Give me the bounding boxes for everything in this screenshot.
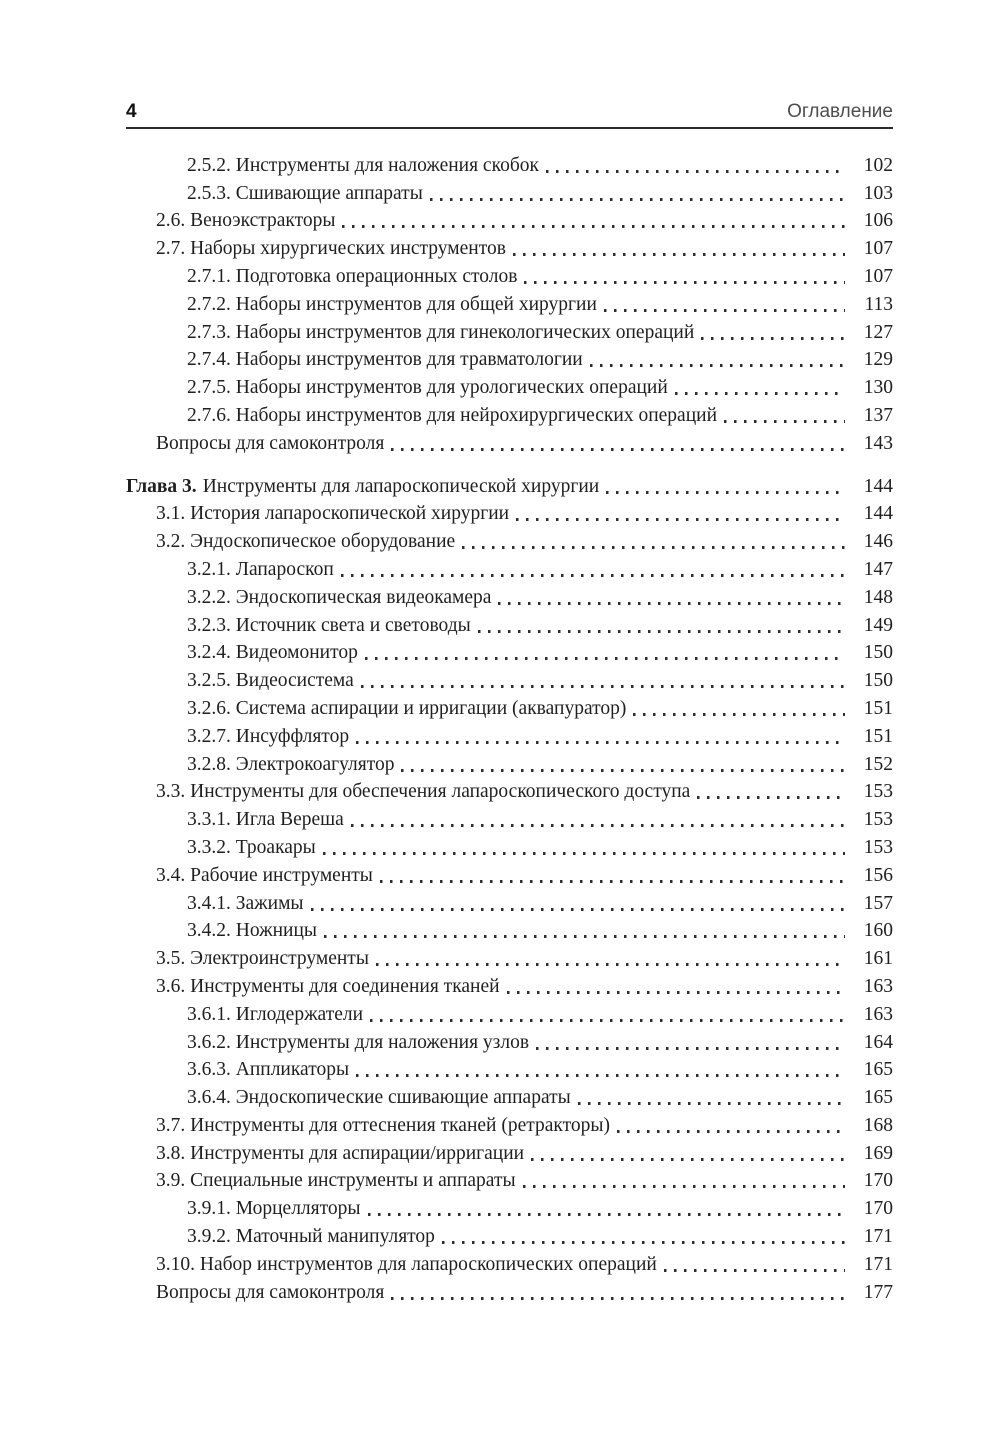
dot-leader xyxy=(604,309,845,312)
toc-entry-label: 3.2.6. Система аспирации и ирригации (аквапуратор) xyxy=(187,697,627,719)
header-title: Оглавление xyxy=(787,101,893,122)
toc-entry-page: 164 xyxy=(863,1031,893,1053)
dot-leader xyxy=(675,392,845,395)
dot-leader xyxy=(546,170,845,173)
toc-entry xyxy=(126,999,893,1027)
toc-entry-label: 3.6. Инструменты для соединения тканей xyxy=(156,975,500,997)
toc-entry-page: 149 xyxy=(863,614,893,636)
toc-entry-label: Вопросы для самоконтроля xyxy=(156,432,385,454)
toc-entry-page: 153 xyxy=(863,781,893,803)
dot-leader xyxy=(633,713,845,716)
toc-entry xyxy=(126,317,893,345)
toc-entry xyxy=(126,345,893,373)
dot-leader xyxy=(324,935,845,938)
dot-leader xyxy=(536,1047,845,1050)
toc-entry xyxy=(126,610,893,638)
dot-leader xyxy=(356,1074,845,1077)
toc-entry-label: 2.5.3. Сшивающие аппараты xyxy=(187,182,423,204)
dot-leader xyxy=(606,491,845,494)
dot-leader xyxy=(507,991,845,994)
dot-leader xyxy=(498,602,845,605)
toc-entry-label: 2.7. Наборы хирургических инструментов xyxy=(156,238,506,260)
toc-entry-label: 3.8. Инструменты для аспирации/ирригации xyxy=(156,1142,525,1164)
dot-leader xyxy=(578,1102,845,1105)
toc-entry xyxy=(126,888,893,916)
toc-entry-page: 163 xyxy=(863,1003,893,1025)
toc-entry-label: Вопросы для самоконтроля xyxy=(156,1281,385,1303)
dot-leader xyxy=(356,741,845,744)
toc-entry-page: 165 xyxy=(863,1087,893,1109)
toc-entry xyxy=(126,1138,893,1166)
toc-entry xyxy=(126,749,893,777)
toc-entry-label: 3.9. Специальные инструменты и аппараты xyxy=(156,1170,516,1192)
toc-entry-page: 144 xyxy=(863,475,893,497)
toc-entry-page: 107 xyxy=(863,265,893,287)
toc-entry-chapter-prefix: Глава 3. xyxy=(126,475,197,497)
toc-entry-label: 3.9.1. Морцелляторы xyxy=(187,1198,361,1220)
dot-leader xyxy=(531,1158,845,1161)
toc-entry-page: 107 xyxy=(863,238,893,260)
toc-entry-page: 157 xyxy=(863,892,893,914)
dot-leader xyxy=(664,1269,845,1272)
toc-entry-page: 156 xyxy=(863,864,893,886)
toc-entry xyxy=(126,499,893,527)
toc-entry-page: 151 xyxy=(863,697,893,719)
dot-leader xyxy=(430,198,845,201)
toc-entry-page: 170 xyxy=(863,1170,893,1192)
toc-entry-label: 3.2.1. Лапароскоп xyxy=(187,558,334,580)
toc-entry-page: 148 xyxy=(863,586,893,608)
toc-entry xyxy=(126,1082,893,1110)
toc-entry xyxy=(126,554,893,582)
toc-entry-label: 3.4.2. Ножницы xyxy=(187,920,317,942)
toc-entry-page: 151 xyxy=(863,725,893,747)
toc-entry-page: 153 xyxy=(863,809,893,831)
dot-leader xyxy=(376,963,845,966)
toc-entry xyxy=(126,289,893,317)
toc-entry-label: 2.7.5. Наборы инструментов для урологических операций xyxy=(187,377,668,399)
toc-entry xyxy=(126,721,893,749)
dot-leader xyxy=(523,1185,845,1188)
toc-entry-label: 3.3.2. Троакары xyxy=(187,836,316,858)
toc-entry-label: 3.2.5. Видеосистема xyxy=(187,670,354,692)
toc-entry-label: 2.6. Веноэкстракторы xyxy=(156,210,336,232)
toc-entry-page: 102 xyxy=(863,154,893,176)
toc-entry xyxy=(126,860,893,888)
toc-entry-label: 3.6.3. Аппликаторы xyxy=(187,1059,350,1081)
toc-entry xyxy=(126,832,893,860)
dot-leader xyxy=(370,1019,845,1022)
toc-entry-label: 3.6.2. Инструменты для наложения узлов xyxy=(187,1031,530,1053)
toc-entry xyxy=(126,971,893,999)
toc-entry xyxy=(126,777,893,805)
dot-leader xyxy=(391,1297,845,1300)
toc-entry xyxy=(126,693,893,721)
toc-entry xyxy=(126,471,893,499)
toc-entry-page: 177 xyxy=(863,1281,893,1303)
dot-leader xyxy=(401,769,845,772)
dot-leader xyxy=(323,852,845,855)
toc-entry-page: 144 xyxy=(863,503,893,525)
toc-entry-page: 103 xyxy=(863,182,893,204)
dot-leader xyxy=(311,908,845,911)
dot-leader xyxy=(513,253,845,256)
toc-entry xyxy=(126,1249,893,1277)
dot-leader xyxy=(368,1213,846,1216)
toc-list xyxy=(126,150,893,1305)
dot-leader xyxy=(590,364,845,367)
toc-entry-label: 2.7.6. Наборы инструментов для нейрохирургических операций xyxy=(187,404,718,426)
toc-entry-label: 3.6.4. Эндоскопические сшивающие аппараты xyxy=(187,1087,571,1109)
toc-entry-page: 171 xyxy=(863,1226,893,1248)
toc-entry-page: 146 xyxy=(863,531,893,553)
toc-entry xyxy=(126,804,893,832)
toc-entry xyxy=(126,261,893,289)
toc-entry-page: 137 xyxy=(863,404,893,426)
toc-entry-label: 3.9.2. Маточный манипулятор xyxy=(187,1226,435,1248)
toc-entry-page: 106 xyxy=(863,210,893,232)
toc-entry-page: 143 xyxy=(863,432,893,454)
toc-entry-label: 2.5.2. Инструменты для наложения скобок xyxy=(187,154,539,176)
dot-leader xyxy=(391,448,845,451)
toc-entry-label: 3.6.1. Иглодержатели xyxy=(187,1003,364,1025)
dot-leader xyxy=(724,420,845,423)
page-content xyxy=(126,101,893,1305)
toc-entry-label: 2.7.2. Наборы инструментов для общей хирургии xyxy=(187,293,597,315)
toc-entry xyxy=(126,150,893,178)
toc-entry-label: 3.3. Инструменты для обеспечения лапароскопического доступа xyxy=(156,781,691,803)
toc-entry-page: 153 xyxy=(863,836,893,858)
toc-entry-page: 150 xyxy=(863,670,893,692)
toc-entry-page: 127 xyxy=(863,321,893,343)
toc-entry xyxy=(126,1027,893,1055)
toc-entry xyxy=(126,1110,893,1138)
dot-leader xyxy=(478,630,845,633)
dot-leader xyxy=(361,685,845,688)
toc-entry xyxy=(126,1166,893,1194)
toc-entry-label: 3.10. Набор инструментов для лапароскопических операций xyxy=(156,1253,657,1275)
toc-entry xyxy=(126,1221,893,1249)
dot-leader xyxy=(462,546,845,549)
toc-entry xyxy=(126,206,893,234)
dot-leader xyxy=(701,337,845,340)
toc-entry-page: 160 xyxy=(863,920,893,942)
toc-entry-label: 3.1. История лапароскопической хирургии xyxy=(156,503,510,525)
dot-leader xyxy=(341,574,845,577)
toc-entry-page: 170 xyxy=(863,1198,893,1220)
dot-leader xyxy=(365,657,845,660)
toc-entry-page: 165 xyxy=(863,1059,893,1081)
toc-entry xyxy=(126,943,893,971)
toc-entry-label: 3.2.8. Электрокоагулятор xyxy=(187,753,395,775)
toc-entry-label: 3.7. Инструменты для оттеснения тканей (ретракторы) xyxy=(156,1114,611,1136)
toc-entry-page: 147 xyxy=(863,558,893,580)
toc-entry-label: 3.2.7. Инсуффлятор xyxy=(187,725,350,747)
toc-entry xyxy=(126,233,893,261)
toc-entry xyxy=(126,372,893,400)
dot-leader xyxy=(697,796,845,799)
toc-entry-label: 3.4.1. Зажимы xyxy=(187,892,304,914)
page-header xyxy=(126,101,893,129)
toc-entry xyxy=(126,526,893,554)
toc-entry-page: 152 xyxy=(863,753,893,775)
toc-entry-page: 130 xyxy=(863,377,893,399)
toc-entry xyxy=(126,1277,893,1305)
toc-entry xyxy=(126,428,893,456)
toc-entry-label: 3.2.3. Источник света и световоды xyxy=(187,614,471,636)
toc-entry-page: 150 xyxy=(863,642,893,664)
page-number: 4 xyxy=(126,101,137,122)
toc-entry-label: 3.4. Рабочие инструменты xyxy=(156,864,373,886)
toc-entry xyxy=(126,916,893,944)
toc-entry-page: 129 xyxy=(863,349,893,371)
toc-entry-page: 171 xyxy=(863,1253,893,1275)
dot-leader xyxy=(342,225,845,228)
toc-entry xyxy=(126,1193,893,1221)
toc-entry-page: 113 xyxy=(864,293,893,315)
dot-leader xyxy=(351,824,845,827)
toc-entry-label: 3.3.1. Игла Вереша xyxy=(187,809,344,831)
toc-entry-page: 168 xyxy=(863,1114,893,1136)
toc-entry xyxy=(126,665,893,693)
toc-entry-page: 163 xyxy=(863,975,893,997)
dot-leader xyxy=(524,281,845,284)
toc-entry xyxy=(126,400,893,428)
dot-leader xyxy=(516,518,845,521)
dot-leader xyxy=(442,1241,845,1244)
toc-entry-page: 161 xyxy=(863,948,893,970)
dot-leader xyxy=(380,880,845,883)
toc-entry-label: 3.2.4. Видеомонитор xyxy=(187,642,358,664)
toc-entry-page: 169 xyxy=(863,1142,893,1164)
toc-entry xyxy=(126,582,893,610)
toc-entry-label: 2.7.1. Подготовка операционных столов xyxy=(187,265,518,287)
toc-entry-label: 2.7.3. Наборы инструментов для гинекологических операций xyxy=(187,321,695,343)
toc-entry-label: 2.7.4. Наборы инструментов для травматологии xyxy=(187,349,583,371)
toc-entry-label: Инструменты для лапароскопической хирургии xyxy=(202,475,600,497)
toc-entry-label: 3.2. Эндоскопическое оборудование xyxy=(156,531,456,553)
toc-entry xyxy=(126,638,893,666)
toc-entry xyxy=(126,1055,893,1083)
dot-leader xyxy=(617,1130,845,1133)
toc-entry-label: 3.5. Электроинструменты xyxy=(156,948,369,970)
toc-entry xyxy=(126,178,893,206)
toc-entry-label: 3.2.2. Эндоскопическая видеокамера xyxy=(187,586,492,608)
